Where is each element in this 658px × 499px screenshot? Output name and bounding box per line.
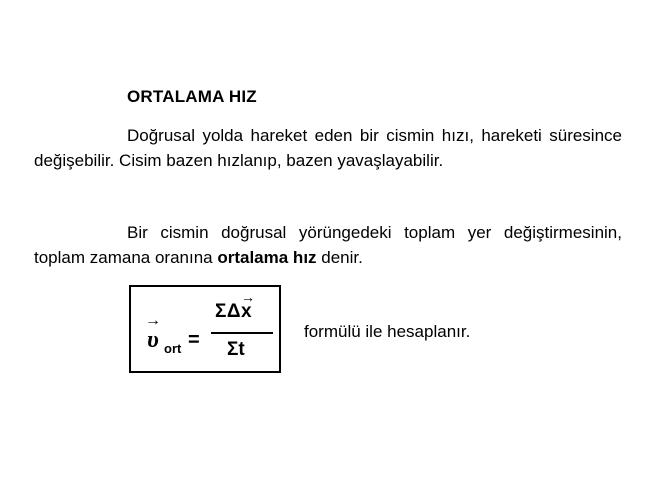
formula-box	[129, 285, 281, 373]
paragraph-1-text: Doğrusal yolda hareket eden bir cismin hızı, hareketi süresince değişebilir. Cisim bazen hızlanıp, bazen yavaşlayabilir.	[34, 126, 622, 170]
velocity-symbol: υ	[147, 327, 159, 353]
formula-denominator: Σt	[227, 339, 245, 360]
paragraph-2-bold-term: ortalama hız	[217, 248, 317, 267]
velocity-vector-arrow: →	[145, 312, 161, 329]
equals-sign: =	[188, 329, 200, 351]
formula-note: formülü ile hesaplanır.	[304, 322, 471, 341]
paragraph-2-text-after: denir.	[316, 248, 363, 267]
displacement-vector-arrow: →	[241, 289, 255, 305]
paragraph-2	[34, 220, 622, 270]
formula-numerator: ΣΔx	[215, 301, 253, 322]
paragraph-2-text-before: Bir cismin doğrusal yörüngedeki toplam yer değiştirmesinin, toplam zamana oranına	[34, 223, 622, 267]
fraction-bar	[211, 332, 273, 334]
velocity-subscript: ort	[164, 341, 182, 356]
paragraph-1	[34, 123, 622, 173]
page-title: ORTALAMA HIZ	[127, 87, 257, 106]
